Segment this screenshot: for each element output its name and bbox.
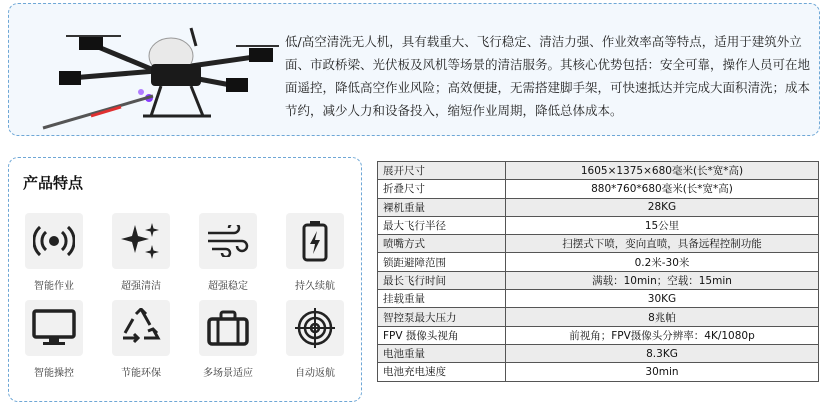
feature-label: 智能作业 bbox=[34, 281, 74, 292]
intro-description: 低/高空清洗无人机，具有载重大、飞行稳定、清洁力强、作业效率高等特点，适用于建筑外立面、市政桥梁、光伏板及风机等场景的清洁服务。其核心优势包括：安全可靠，操作人员可在地面遥控，降低高空作业风险；高效便捷，无需搭建脚手架，可快速抵达并完成大面积清洗；成本节约，减少人力和设备投入，缩短作业周期，降低总体成本。 bbox=[285, 34, 811, 118]
feature-label: 自动返航 bbox=[295, 368, 335, 379]
battery-charging-icon bbox=[302, 220, 328, 262]
table-row bbox=[378, 198, 819, 216]
feature-smart-operation bbox=[14, 213, 94, 292]
spec-key: 锁距避障范围 bbox=[378, 253, 506, 271]
features-panel bbox=[8, 157, 362, 402]
table-row bbox=[378, 326, 819, 344]
spec-value: 1605×1375×680毫米(长*宽*高) bbox=[506, 162, 819, 180]
spec-value: 扫摆式下喷，变向直喷，具备远程控制功能 bbox=[506, 235, 819, 253]
spec-value: 8.3KG bbox=[506, 344, 819, 362]
sparkle-icon bbox=[121, 221, 161, 261]
briefcase-icon bbox=[207, 310, 249, 346]
feature-smart-control bbox=[14, 300, 94, 379]
feature-strong-cleaning bbox=[101, 213, 181, 292]
feature-eco-friendly bbox=[101, 300, 181, 379]
spec-value: 0.2米-30米 bbox=[506, 253, 819, 271]
spec-value: 满载：10min；空载：15min bbox=[506, 271, 819, 289]
feature-label: 多场景适应 bbox=[203, 368, 253, 379]
spec-value: 30min bbox=[506, 363, 819, 381]
feature-auto-return bbox=[275, 300, 355, 379]
spec-key: 折叠尺寸 bbox=[378, 180, 506, 198]
table-row bbox=[378, 363, 819, 381]
spec-key: 裸机重量 bbox=[378, 198, 506, 216]
table-row bbox=[378, 216, 819, 234]
signal-waves-icon bbox=[33, 223, 75, 259]
spec-value: 前视角；FPV摄像头分辨率：4K/1080p bbox=[506, 326, 819, 344]
spec-value: 880*760*680毫米(长*宽*高) bbox=[506, 180, 819, 198]
spec-value: 28KG bbox=[506, 198, 819, 216]
spec-key: FPV 摄像头视角 bbox=[378, 326, 506, 344]
spec-value: 30KG bbox=[506, 290, 819, 308]
feature-long-endurance bbox=[275, 213, 355, 292]
drone-image bbox=[31, 16, 281, 131]
spec-key: 电池重量 bbox=[378, 344, 506, 362]
feature-multi-scene bbox=[188, 300, 268, 379]
spec-key: 智控泵最大压力 bbox=[378, 308, 506, 326]
table-row bbox=[378, 344, 819, 362]
table-row bbox=[378, 162, 819, 180]
table-row bbox=[378, 180, 819, 198]
spec-key: 最大飞行半径 bbox=[378, 216, 506, 234]
table-row bbox=[378, 235, 819, 253]
spec-key: 挂载重量 bbox=[378, 290, 506, 308]
monitor-icon bbox=[32, 309, 76, 347]
feature-label: 超强清洁 bbox=[121, 281, 161, 292]
wind-icon bbox=[206, 225, 250, 257]
table-row bbox=[378, 308, 819, 326]
spec-key: 展开尺寸 bbox=[378, 162, 506, 180]
spec-table bbox=[377, 161, 819, 382]
feature-label: 智能操控 bbox=[34, 368, 74, 379]
spec-key: 最长飞行时间 bbox=[378, 271, 506, 289]
table-row bbox=[378, 271, 819, 289]
spec-key: 喷嘴方式 bbox=[378, 235, 506, 253]
feature-label: 持久续航 bbox=[295, 281, 335, 292]
feature-label: 节能环保 bbox=[121, 368, 161, 379]
feature-strong-stability bbox=[188, 213, 268, 292]
spec-key: 电池充电速度 bbox=[378, 363, 506, 381]
feature-label: 超强稳定 bbox=[208, 281, 248, 292]
spec-value: 8兆帕 bbox=[506, 308, 819, 326]
table-row bbox=[378, 253, 819, 271]
spec-value: 15公里 bbox=[506, 216, 819, 234]
table-row bbox=[378, 290, 819, 308]
target-icon bbox=[294, 307, 336, 349]
features-title: 产品特点 bbox=[23, 174, 84, 192]
recycle-icon bbox=[120, 308, 162, 348]
intro-panel bbox=[8, 3, 820, 136]
